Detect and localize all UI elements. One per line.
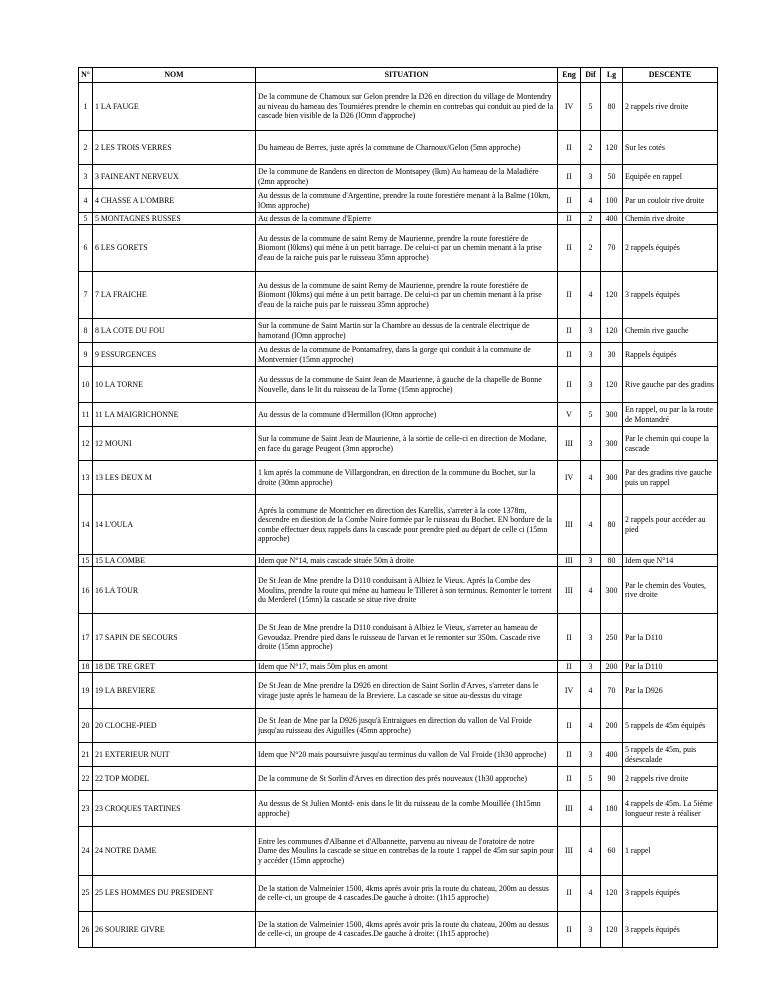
descent-text: Par la D110 — [623, 661, 718, 673]
descent-text: 2 rappels rive droite — [623, 83, 718, 131]
descent-text: Par le chemin qui coupe la cascade — [623, 427, 718, 461]
header-dif: Dif — [581, 68, 601, 83]
descent-text: 5 rappels de 45m, puis désescalade — [623, 743, 718, 767]
cascade-name: 16 LA TOUR — [93, 567, 256, 614]
length-value: 70 — [601, 673, 623, 709]
row-number: 14 — [79, 495, 93, 555]
table-row — [79, 225, 718, 272]
engagement-value: III — [558, 567, 581, 614]
situation-text: Sur la commune de Saint Martin sur la Chambre au dessus de la centrale électrique de hamorand (lOmn approche) — [256, 319, 558, 343]
difficulty-value: 3 — [581, 661, 601, 673]
length-value: 80 — [601, 495, 623, 555]
row-number: 1 — [79, 83, 93, 131]
difficulty-value: 4 — [581, 495, 601, 555]
row-number: 11 — [79, 403, 93, 427]
difficulty-value: 4 — [581, 791, 601, 827]
table-row — [79, 131, 718, 165]
cascade-name: 4 CHASSE A L'OMBRE — [93, 189, 256, 213]
situation-text: De la commune de St Sorlin d'Arves en direction des prés nouveaux (1h30 approche) — [256, 767, 558, 791]
descent-text: Par la D110 — [623, 614, 718, 661]
row-number: 13 — [79, 461, 93, 495]
cascade-name: 5 MONTAGNES RUSSES — [93, 213, 256, 225]
engagement-value: II — [558, 661, 581, 673]
descent-text: Idem que N°14 — [623, 555, 718, 567]
situation-text: De la commune de Randens en directon de Montsapey (lkm) Au hameau de la Maladiére (2mn approche) — [256, 165, 558, 189]
table-row — [79, 189, 718, 213]
cascade-name: 3 FAINEANT NERVEUX — [93, 165, 256, 189]
length-value: 100 — [601, 189, 623, 213]
table-row — [79, 661, 718, 673]
engagement-value: II — [558, 343, 581, 367]
document-page — [78, 67, 717, 948]
engagement-value: III — [558, 555, 581, 567]
descent-text: 3 rappels équipés — [623, 911, 718, 947]
difficulty-value: 4 — [581, 827, 601, 875]
table-row — [79, 403, 718, 427]
engagement-value: II — [558, 875, 581, 911]
row-number: 24 — [79, 827, 93, 875]
length-value: 300 — [601, 461, 623, 495]
table-row — [79, 367, 718, 403]
descent-text: Par un couloir rive droite — [623, 189, 718, 213]
table-row — [79, 495, 718, 555]
cascade-name: 24 NOTRE DAME — [93, 827, 256, 875]
engagement-value: II — [558, 165, 581, 189]
cascade-name: 18 DE TRE GRET — [93, 661, 256, 673]
length-value: 80 — [601, 83, 623, 131]
cascade-name: 20 CLOCHE-PIED — [93, 709, 256, 743]
cascade-name: 12 MOUNI — [93, 427, 256, 461]
row-number: 4 — [79, 189, 93, 213]
header-eng: Eng — [558, 68, 581, 83]
table-row — [79, 165, 718, 189]
situation-text: De la station de Valmeinier 1500, 4kms aprés avoir pris la route du chateau, 200m au dessus de celle-ci, un groupe de 4 cascades.De gauche à droite: (1h15 approche) — [256, 875, 558, 911]
descent-text: Par le chemin des Voutes, rive droite — [623, 567, 718, 614]
engagement-value: II — [558, 709, 581, 743]
situation-text: Au dessus de la commune d'Argentine, prendre la route forestiére menant à la Balme (10km, lOmn approche) — [256, 189, 558, 213]
row-number: 18 — [79, 661, 93, 673]
situation-text: De St Jean de Mne prendre la D926 en direction de Saint Sorlin d'Arves, s'arreter dans le virage juste aprés le hameau de la Breviere. La cascade se situe au-dessus du virage — [256, 673, 558, 709]
situation-text: Entre les communes d'Albanne et d'Albannette, parvenu au niveau de l'oratoire de notre Dame des Moulins la cascade se situe en contrebas de la route 1 rappel de 45m sur sapin pour y accéder (15mn approche) — [256, 827, 558, 875]
length-value: 60 — [601, 827, 623, 875]
cascade-name: 2 LES TROIS VERRES — [93, 131, 256, 165]
difficulty-value: 4 — [581, 673, 601, 709]
descent-text: Chemin rive gauche — [623, 319, 718, 343]
table-row — [79, 875, 718, 911]
difficulty-value: 3 — [581, 427, 601, 461]
descent-text: En rappel, ou par la la route de Montandré — [623, 403, 718, 427]
difficulty-value: 2 — [581, 225, 601, 272]
row-number: 26 — [79, 911, 93, 947]
difficulty-value: 4 — [581, 567, 601, 614]
length-value: 250 — [601, 614, 623, 661]
situation-text: Au dessus de la commune d'Hermillon (lOmn approche) — [256, 403, 558, 427]
table-row — [79, 791, 718, 827]
engagement-value: II — [558, 614, 581, 661]
row-number: 3 — [79, 165, 93, 189]
engagement-value: II — [558, 767, 581, 791]
engagement-value: IV — [558, 461, 581, 495]
table-row — [79, 673, 718, 709]
engagement-value: III — [558, 791, 581, 827]
engagement-value: V — [558, 403, 581, 427]
difficulty-value: 4 — [581, 875, 601, 911]
length-value: 120 — [601, 131, 623, 165]
situation-text: De St Jean de Mne par la D926 jusqu'à Entraigues en direction du vallon de Val Froide jusqu'au ruisseau des Aiguilles (45mn approche) — [256, 709, 558, 743]
length-value: 30 — [601, 343, 623, 367]
length-value: 70 — [601, 225, 623, 272]
engagement-value: II — [558, 131, 581, 165]
table-row — [79, 555, 718, 567]
difficulty-value: 3 — [581, 367, 601, 403]
table-row — [79, 827, 718, 875]
situation-text: Sur la commune de Saint Jean de Maurienne, à la sortie de celle-ci en direction de Modane, en face du garage Peugeot (3mn approche) — [256, 427, 558, 461]
length-value: 120 — [601, 272, 623, 319]
header-lg: Lg — [601, 68, 623, 83]
cascade-name: 8 LA COTE DU FOU — [93, 319, 256, 343]
cascade-name: 13 LES DEUX M — [93, 461, 256, 495]
length-value: 50 — [601, 165, 623, 189]
difficulty-value: 5 — [581, 767, 601, 791]
cascade-name: 6 LES GORETS — [93, 225, 256, 272]
engagement-value: II — [558, 272, 581, 319]
header-num: N° — [79, 68, 93, 83]
difficulty-value: 4 — [581, 461, 601, 495]
engagement-value: IV — [558, 83, 581, 131]
difficulty-value: 4 — [581, 189, 601, 213]
length-value: 120 — [601, 367, 623, 403]
row-number: 12 — [79, 427, 93, 461]
table-row — [79, 767, 718, 791]
length-value: 80 — [601, 555, 623, 567]
descent-text: Equipée en rappel — [623, 165, 718, 189]
descent-text: 3 rappels équipés — [623, 272, 718, 319]
table-row — [79, 343, 718, 367]
length-value: 300 — [601, 427, 623, 461]
length-value: 200 — [601, 661, 623, 673]
row-number: 9 — [79, 343, 93, 367]
row-number: 22 — [79, 767, 93, 791]
header-situation: SITUATION — [256, 68, 558, 83]
table-row — [79, 709, 718, 743]
descent-text: Chemin rive droite — [623, 213, 718, 225]
length-value: 300 — [601, 567, 623, 614]
descent-text: Rappels équipés — [623, 343, 718, 367]
row-number: 17 — [79, 614, 93, 661]
cascade-name: 22 TOP MODEL — [93, 767, 256, 791]
situation-text: Au dessus de la commune de Pontamafrey, dans la gorge qui conduit à la commune de Montvernier (15mn approche) — [256, 343, 558, 367]
engagement-value: IV — [558, 673, 581, 709]
difficulty-value: 3 — [581, 165, 601, 189]
engagement-value: II — [558, 225, 581, 272]
difficulty-value: 3 — [581, 343, 601, 367]
situation-text: Au dessus de la commune de saint Remy de Maurienne, prendre la route forestiére de Biomont (l0kms) qui méne à un petit barrage. De celui-ci par un chemin menant à la prise d'eau de la raiche puis par le ruisseau 35mn approche) — [256, 272, 558, 319]
difficulty-value: 3 — [581, 614, 601, 661]
situation-text: 1 km aprés la commune de Villargondran, en direction de la commune du Bochet, sur la droite (30mn approche) — [256, 461, 558, 495]
length-value: 90 — [601, 767, 623, 791]
cascade-name: 11 LA MAIGRICHONNE — [93, 403, 256, 427]
engagement-value: II — [558, 743, 581, 767]
cascade-name: 10 LA TORNE — [93, 367, 256, 403]
difficulty-value: 2 — [581, 131, 601, 165]
situation-text: Idem que N°17, mais 50m plus en amont — [256, 661, 558, 673]
row-number: 20 — [79, 709, 93, 743]
descent-text: Sur les cotés — [623, 131, 718, 165]
descent-text: 5 rappels de 45m équipés — [623, 709, 718, 743]
table-body — [79, 83, 718, 948]
table-row — [79, 319, 718, 343]
difficulty-value: 2 — [581, 213, 601, 225]
descent-text: 3 rappels équipés — [623, 875, 718, 911]
table-row — [79, 272, 718, 319]
table-row — [79, 427, 718, 461]
row-number: 21 — [79, 743, 93, 767]
descent-text: Rive gauche par des gradins — [623, 367, 718, 403]
cascade-name: 1 LA FAUGE — [93, 83, 256, 131]
cascade-name: 7 LA FRAICHE — [93, 272, 256, 319]
situation-text: Au desssus de la commune de Saint Jean de Maurienne, à gauche de la chapelle de Bonne Nouvelle, dans le lit du ruisseau de la Torne (15mn approche) — [256, 367, 558, 403]
row-number: 23 — [79, 791, 93, 827]
cascade-name: 14 L'OULA — [93, 495, 256, 555]
header-nom: NOM — [93, 68, 256, 83]
cascade-name: 15 LA COMBE — [93, 555, 256, 567]
table-row — [79, 567, 718, 614]
cascade-name: 17 SAPIN DE SECOURS — [93, 614, 256, 661]
difficulty-value: 3 — [581, 555, 601, 567]
engagement-value: II — [558, 213, 581, 225]
engagement-value: III — [558, 827, 581, 875]
length-value: 300 — [601, 403, 623, 427]
difficulty-value: 3 — [581, 319, 601, 343]
situation-text: De la commune de Chamoux sur Gelon prendre la D26 en direction du village de Montendry au niveau du hameau des Tourniéres prendre le chemin en contrebas qui conduit au pied de la cascade bien visible de la D26 (lOmn d'approche) — [256, 83, 558, 131]
difficulty-value: 5 — [581, 83, 601, 131]
length-value: 400 — [601, 743, 623, 767]
cascade-name: 26 SOURIRE GIVRE — [93, 911, 256, 947]
difficulty-value: 4 — [581, 709, 601, 743]
situation-text: Du hameau de Berres, juste aprés la commune de Charnoux/Gelon (5mn approche) — [256, 131, 558, 165]
situation-text: Au dessus de St Julien Montd- enis dans le lit du ruisseau de la combe Mouillée (1h15mn approche) — [256, 791, 558, 827]
row-number: 25 — [79, 875, 93, 911]
length-value: 120 — [601, 875, 623, 911]
cascade-name: 9 ESSURGENCES — [93, 343, 256, 367]
engagement-value: II — [558, 189, 581, 213]
situation-text: Au dessus de la commune de saint Remy de Maurienne, prendre la route forestiére de Biomont (l0kms) qui méne à un petit barrage. De celui-ci par un chemin menant à la prise d'eau de la raiche puis par le ruisseau 35mn approche) — [256, 225, 558, 272]
difficulty-value: 3 — [581, 911, 601, 947]
descent-text: 2 rappels équipés — [623, 225, 718, 272]
length-value: 180 — [601, 791, 623, 827]
cascade-name: 25 LES HOMMES DU PRESIDENT — [93, 875, 256, 911]
row-number: 8 — [79, 319, 93, 343]
difficulty-value: 5 — [581, 403, 601, 427]
table-row — [79, 461, 718, 495]
length-value: 120 — [601, 911, 623, 947]
table-row — [79, 213, 718, 225]
descent-text: 2 rappels pour accéder au pied — [623, 495, 718, 555]
cascade-name: 21 EXTERIEUR NUIT — [93, 743, 256, 767]
engagement-value: II — [558, 367, 581, 403]
situation-text: De la station de Valmeinier 1500, 4kms aprés avoir pris la route du chateau, 200m au dessus de celle-ci, un groupe de 4 cascades.De gauche à droite: (1h15 approche) — [256, 911, 558, 947]
row-number: 19 — [79, 673, 93, 709]
table-row — [79, 743, 718, 767]
table-row — [79, 911, 718, 947]
row-number: 10 — [79, 367, 93, 403]
table-row — [79, 614, 718, 661]
descent-text: Par des gradins rive gauche puis un rappel — [623, 461, 718, 495]
length-value: 400 — [601, 213, 623, 225]
row-number: 7 — [79, 272, 93, 319]
difficulty-value: 3 — [581, 743, 601, 767]
situation-text: Idem que N°14, mais cascade située 50m à droite — [256, 555, 558, 567]
row-number: 16 — [79, 567, 93, 614]
cascade-name: 19 LA BREVIERE — [93, 673, 256, 709]
header-descente: DESCENTE — [623, 68, 718, 83]
length-value: 200 — [601, 709, 623, 743]
situation-text: Au dessus de la commune d'Epierre — [256, 213, 558, 225]
engagement-value: III — [558, 495, 581, 555]
descent-text: Par la D926 — [623, 673, 718, 709]
cascades-table — [78, 67, 718, 948]
descent-text: 1 rappel — [623, 827, 718, 875]
situation-text: Aprés la commune de Montricher en direction des Karellis, s'arreter à la cote 1378m, descendre en diestion de la Combe Noire formée par le ruisseau du Bochet. EN bordure de la combe effectuer deux rappels dans la cascade pour prendre pied au départ de celle ci (15mn approche) — [256, 495, 558, 555]
descent-text: 4 rappels de 45m. La 5iéme longueur reste à réaliser — [623, 791, 718, 827]
row-number: 6 — [79, 225, 93, 272]
row-number: 5 — [79, 213, 93, 225]
descent-text: 2 rappels rive droite — [623, 767, 718, 791]
table-row — [79, 83, 718, 131]
situation-text: De St Jean de Mne prendre la D110 conduisant à Albiez le Vieux. Aprés la Combe des Moulins, prendre la route qui méne au hameau le Tilleret à son terminus. Remonter le torrent du Merderel (15mn) la cascade se situe rive droite — [256, 567, 558, 614]
situation-text: De St Jean de Mne prendre la D110 conduisant à Albiez le Vieux, s'arreter au hameau de Gevoudaz. Prendre pied dans le ruisseau de l'arvan et le remonter sur 350m. Cascade rive droite (15mn approche) — [256, 614, 558, 661]
cascade-name: 23 CROQUES TARTINES — [93, 791, 256, 827]
situation-text: Idem que N°20 mais poursuivre jusqu'au terminus du vallon de Val Froide (1h30 approche) — [256, 743, 558, 767]
table-header-row — [79, 68, 718, 83]
engagement-value: III — [558, 427, 581, 461]
length-value: 120 — [601, 319, 623, 343]
engagement-value: II — [558, 319, 581, 343]
difficulty-value: 4 — [581, 272, 601, 319]
row-number: 2 — [79, 131, 93, 165]
row-number: 15 — [79, 555, 93, 567]
engagement-value: II — [558, 911, 581, 947]
